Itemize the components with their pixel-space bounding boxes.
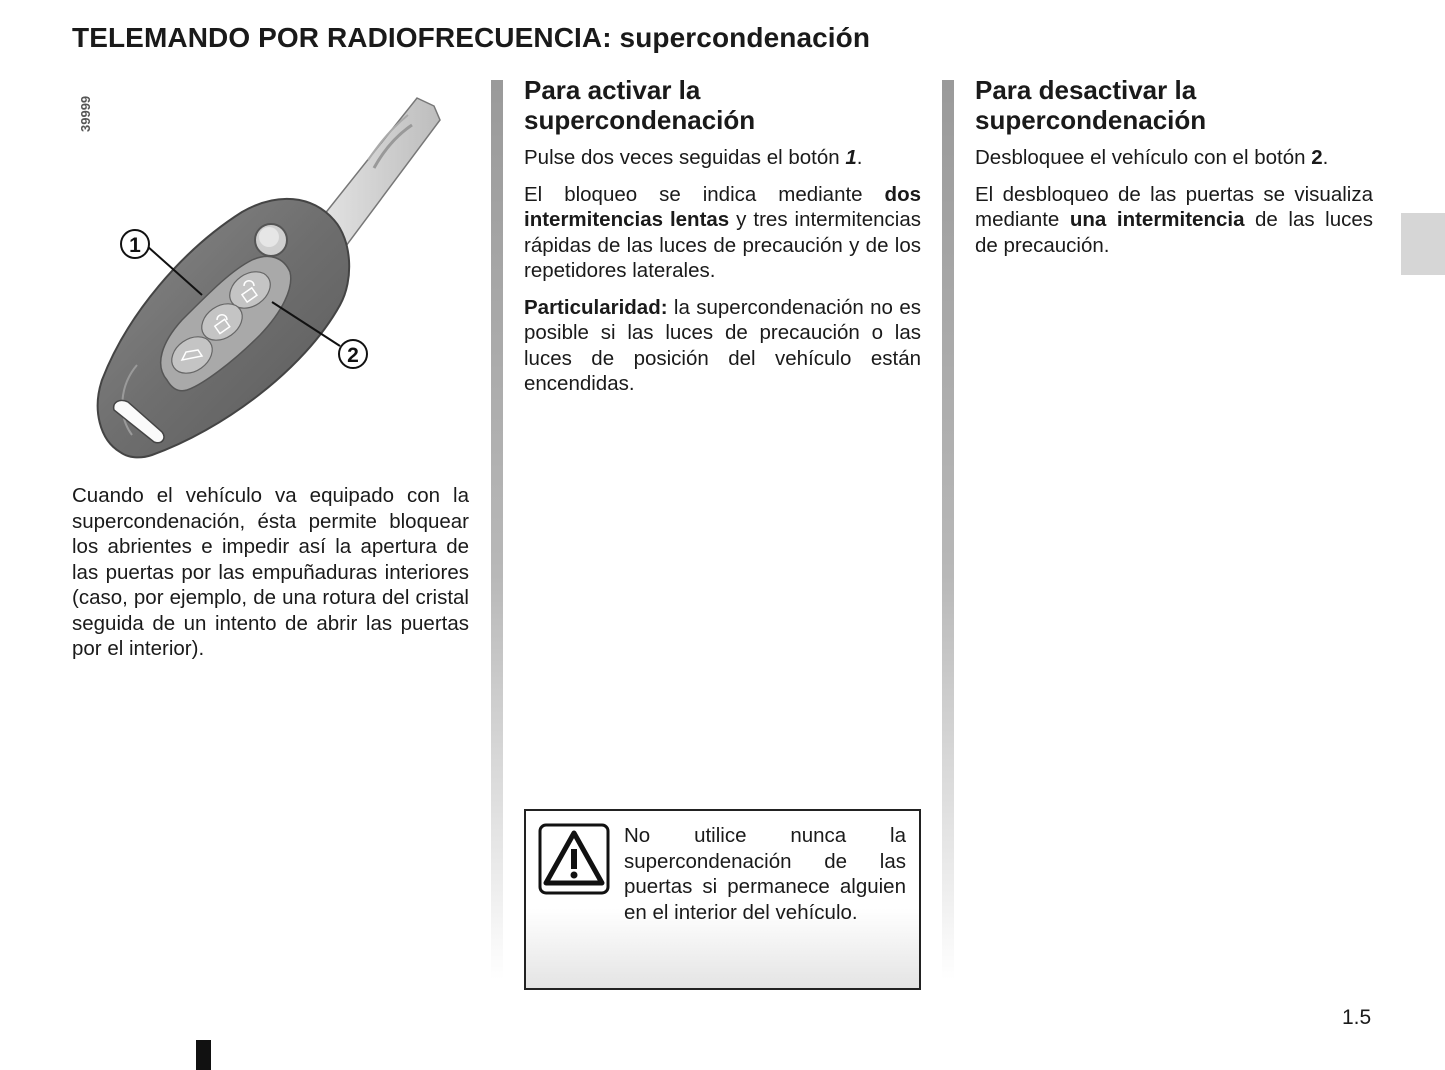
crop-mark bbox=[196, 1040, 211, 1070]
page-title: TELEMANDO POR RADIOFRECUENCIA: supercondenación bbox=[72, 22, 871, 53]
intro-paragraph: Cuando el vehículo va equipado con la supercondenación, ésta permite bloquear los abrientes e impedir así la apertura de las puertas por las empuñaduras interiores (caso, por ejemplo, de una rotura del cristal seguida de un intento de abrir las puertas por el interior). bbox=[72, 484, 469, 660]
warning-box bbox=[524, 809, 921, 990]
column-separator bbox=[491, 80, 503, 980]
activate-step: Pulse dos veces seguidas el botón 1. bbox=[524, 146, 863, 169]
deactivate-heading: Para desactivar la supercondenación bbox=[975, 75, 1207, 135]
activate-particularity: Particularidad: la supercondenación no es posible si las luces de precaución o las luces de posición del vehículo están encendidas. bbox=[524, 295, 921, 395]
callout-1: 1 bbox=[129, 234, 141, 257]
activate-heading: Para activar la supercondenación bbox=[524, 75, 756, 135]
deactivate-indication: El desbloqueo de las puertas se visualiza mediante una intermitencia de las luces de precaución. bbox=[975, 182, 1373, 257]
page-number: 1.5 bbox=[1342, 1006, 1372, 1029]
button-1-ref: 1 bbox=[845, 146, 857, 169]
deactivate-column bbox=[975, 75, 1373, 269]
warning-text: No utilice nunca la supercondenación de las puertas si permanece alguien en el interior del vehículo. bbox=[624, 824, 906, 924]
callout-2: 2 bbox=[347, 344, 359, 367]
warning-triangle-icon bbox=[538, 823, 610, 895]
button-2-ref: 2 bbox=[1311, 146, 1323, 169]
activate-indication: El bloqueo se indica mediante dos intermitencias lentas y tres intermitencias rápidas de las luces de precaución y de los repetidores laterales. bbox=[524, 182, 921, 282]
activate-column bbox=[524, 75, 921, 408]
intro-column bbox=[72, 483, 469, 673]
key-fob-illustration bbox=[72, 80, 472, 465]
deactivate-step: Desbloquee el vehículo con el botón 2. bbox=[975, 146, 1329, 169]
image-code: 39999 bbox=[78, 95, 93, 132]
column-separator bbox=[942, 80, 954, 980]
section-tab bbox=[1401, 213, 1445, 275]
